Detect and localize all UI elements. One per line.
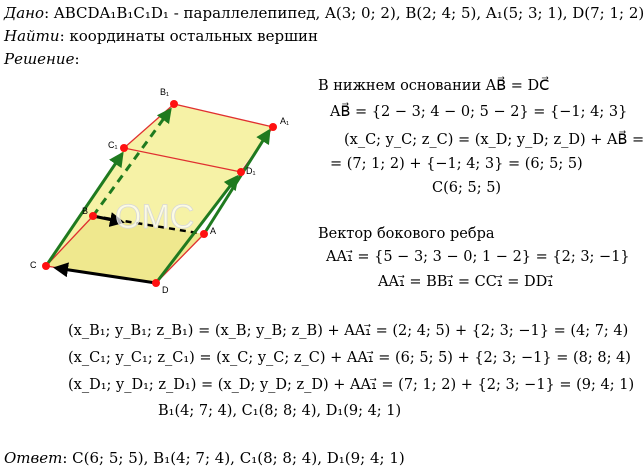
given-label: Дано xyxy=(4,4,45,22)
solution-label: Решение xyxy=(4,50,75,68)
equal-vectors-line: AA₁⃗ = BB₁⃗ = CC₁⃗ = DD₁⃗ xyxy=(378,274,554,290)
answer-text: : C(6; 5; 5), B₁(4; 7; 4), C₁(8; 8; 4), D₁(9; 4; 1) xyxy=(62,449,405,467)
label-A: A xyxy=(210,226,217,236)
c-coords-line: (x_C; y_C; z_C) = (x_D; y_D; z_D) + AB⃗ = xyxy=(344,132,644,148)
solution-line xyxy=(4,50,80,68)
label-C1: C₁ xyxy=(108,140,118,150)
given-line xyxy=(4,4,644,22)
label-C: C xyxy=(30,260,37,270)
find-line xyxy=(4,27,318,45)
results-line: B₁(4; 7; 4), C₁(8; 8; 4), D₁(9; 4; 1) xyxy=(158,403,402,419)
ab-vector-line: AB⃗ = {2 − 3; 4 − 0; 5 − 2} = {−1; 4; 3} xyxy=(330,104,628,120)
lateral-edge-heading: Вектор бокового ребра xyxy=(318,226,495,242)
b1-equation: (x_B₁; y_B₁; z_B₁) = (x_B; y_B; z_B) + AA₁⃗ = (2; 4; 5) + {2; 3; −1} = (4; 7; 4) xyxy=(68,323,629,339)
c-calc-line: = (7; 1; 2) + {−1; 4; 3} = (6; 5; 5) xyxy=(330,156,583,172)
label-D1: D₁ xyxy=(246,166,256,176)
aa1-vector-line: AA₁⃗ = {5 − 3; 3 − 0; 1 − 2} = {2; 3; −1} xyxy=(326,249,630,265)
given-text: : ABCDA₁B₁C₁D₁ - параллелепипед, A(3; 0; 2), B(2; 4; 5), A₁(5; 3; 1), D(7; 1; 2) xyxy=(44,4,644,22)
find-text: : координаты остальных вершин xyxy=(59,27,319,45)
c-result: C(6; 5; 5) xyxy=(432,180,502,196)
label-B1: B₁ xyxy=(160,87,170,97)
answer-label: Ответ xyxy=(4,449,63,467)
watermark: ОМС xyxy=(115,198,195,236)
label-A1: A₁ xyxy=(280,116,290,126)
parallelepiped-figure xyxy=(0,70,310,300)
answer-line xyxy=(4,449,405,467)
d1-equation: (x_D₁; y_D₁; z_D₁) = (x_D; y_D; z_D) + AA₁⃗ = (7; 1; 2) + {2; 3; −1} = (9; 4; 1) xyxy=(68,377,635,393)
c1-equation: (x_C₁; y_C₁; z_C₁) = (x_C; y_C; z_C) + AA₁⃗ = (6; 5; 5) + {2; 3; −1} = (8; 8; 4) xyxy=(68,350,631,366)
base-equality-line: В нижнем основании AB⃗ = DC⃗ xyxy=(318,78,550,94)
label-D: D xyxy=(162,285,169,295)
find-label: Найти xyxy=(4,27,60,45)
label-B: B xyxy=(82,206,89,216)
solution-text: : xyxy=(74,50,80,68)
